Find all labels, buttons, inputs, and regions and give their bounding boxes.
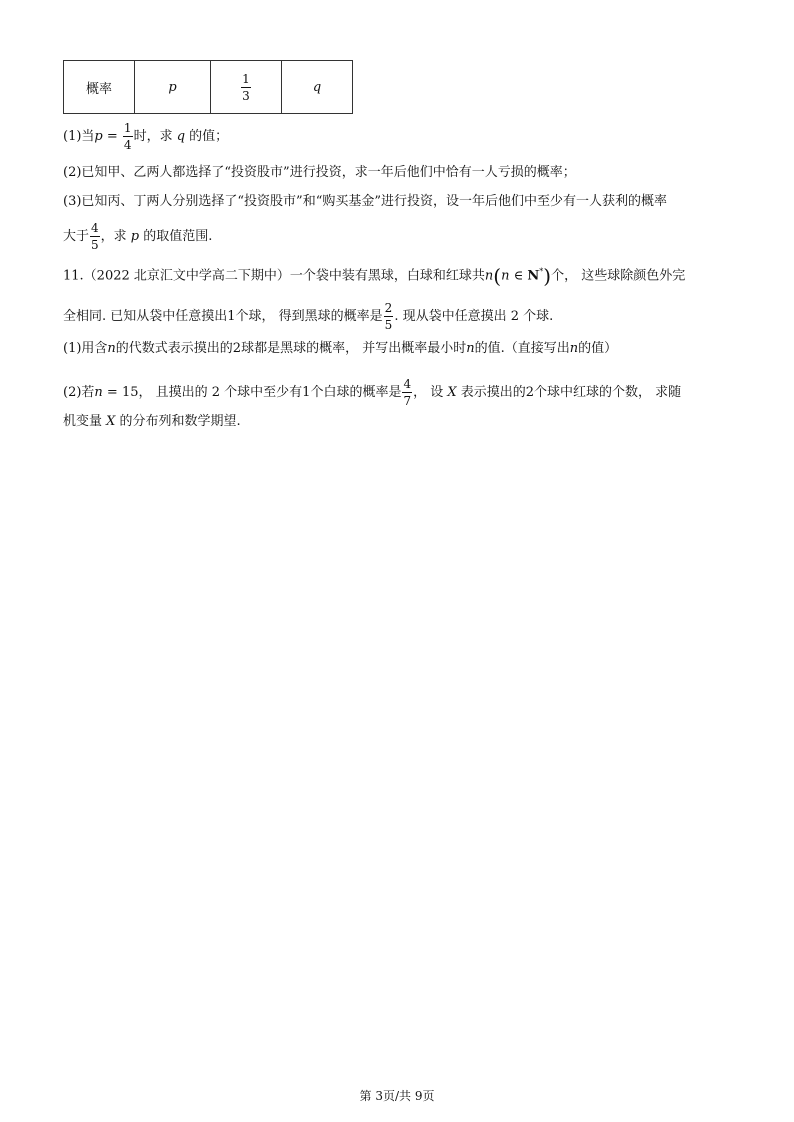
problem-11-q1: (1)用含n的代数式表示摸出的2球都是黑球的概率， 并写出概率最小时n的值.（直接写出n的值） bbox=[63, 341, 618, 356]
question-3-line1: (3)已知丙、丁两人分别选择了“投资股市”和“购买基金”进行投资，设一年后他们中至少有一人获利的概率 bbox=[63, 194, 667, 209]
problem-11-q2-line2: 机变量 X 的分布列和数学期望. bbox=[63, 414, 241, 429]
question-3-line2: 大于 $\frac{4}{5}$ ，求 p 的取值范围. bbox=[63, 221, 213, 252]
question-1: (1)当p = $\frac{1}{4}$ 时，求 q 的值； bbox=[63, 121, 229, 152]
table-row bbox=[64, 61, 353, 114]
problem-11-line1: 11.（2022 北京汇文中学高二下期中）一个袋中装有黑球，白球和红球共n(n ∈ N*)个， 这些球除颜色外完 bbox=[63, 263, 686, 288]
fraction-two-fifths: $\frac{2}{5}$ bbox=[384, 301, 393, 332]
fraction-one-fourth: $\frac{1}{4}$ bbox=[123, 121, 132, 152]
table-cell-fraction bbox=[211, 61, 282, 114]
problem-11-q2-line1: (2)若n = 15， 且摸出的 2 个球中至少有1个白球的概率是 $\frac{4}{7}$ ， 设 X 表示摸出的2个球中红球的个数， 求随 bbox=[63, 377, 682, 408]
fraction-one-third: $\frac{1}{3}$ bbox=[242, 71, 250, 103]
table-cell-label: 概率 bbox=[64, 61, 135, 114]
fraction-four-fifths: $\frac{4}{5}$ bbox=[91, 221, 99, 252]
page-number: 第 3页/共 9页 bbox=[359, 1089, 435, 1103]
question-2: (2)已知甲、乙两人都选择了“投资股市”进行投资，求一年后他们中恰有一人亏损的概率； bbox=[63, 165, 576, 180]
table-cell-p: p bbox=[135, 61, 211, 114]
table-cell-q: q bbox=[282, 61, 353, 114]
fraction-four-sevenths: $\frac{4}{7}$ bbox=[403, 377, 412, 408]
problem-11-line2: 全相同. 已知从袋中任意摸出1个球， 得到黑球的概率是 $\frac{2}{5}$ . 现从袋中任意摸出 2 个球. bbox=[63, 301, 554, 332]
probability-table bbox=[63, 60, 353, 114]
